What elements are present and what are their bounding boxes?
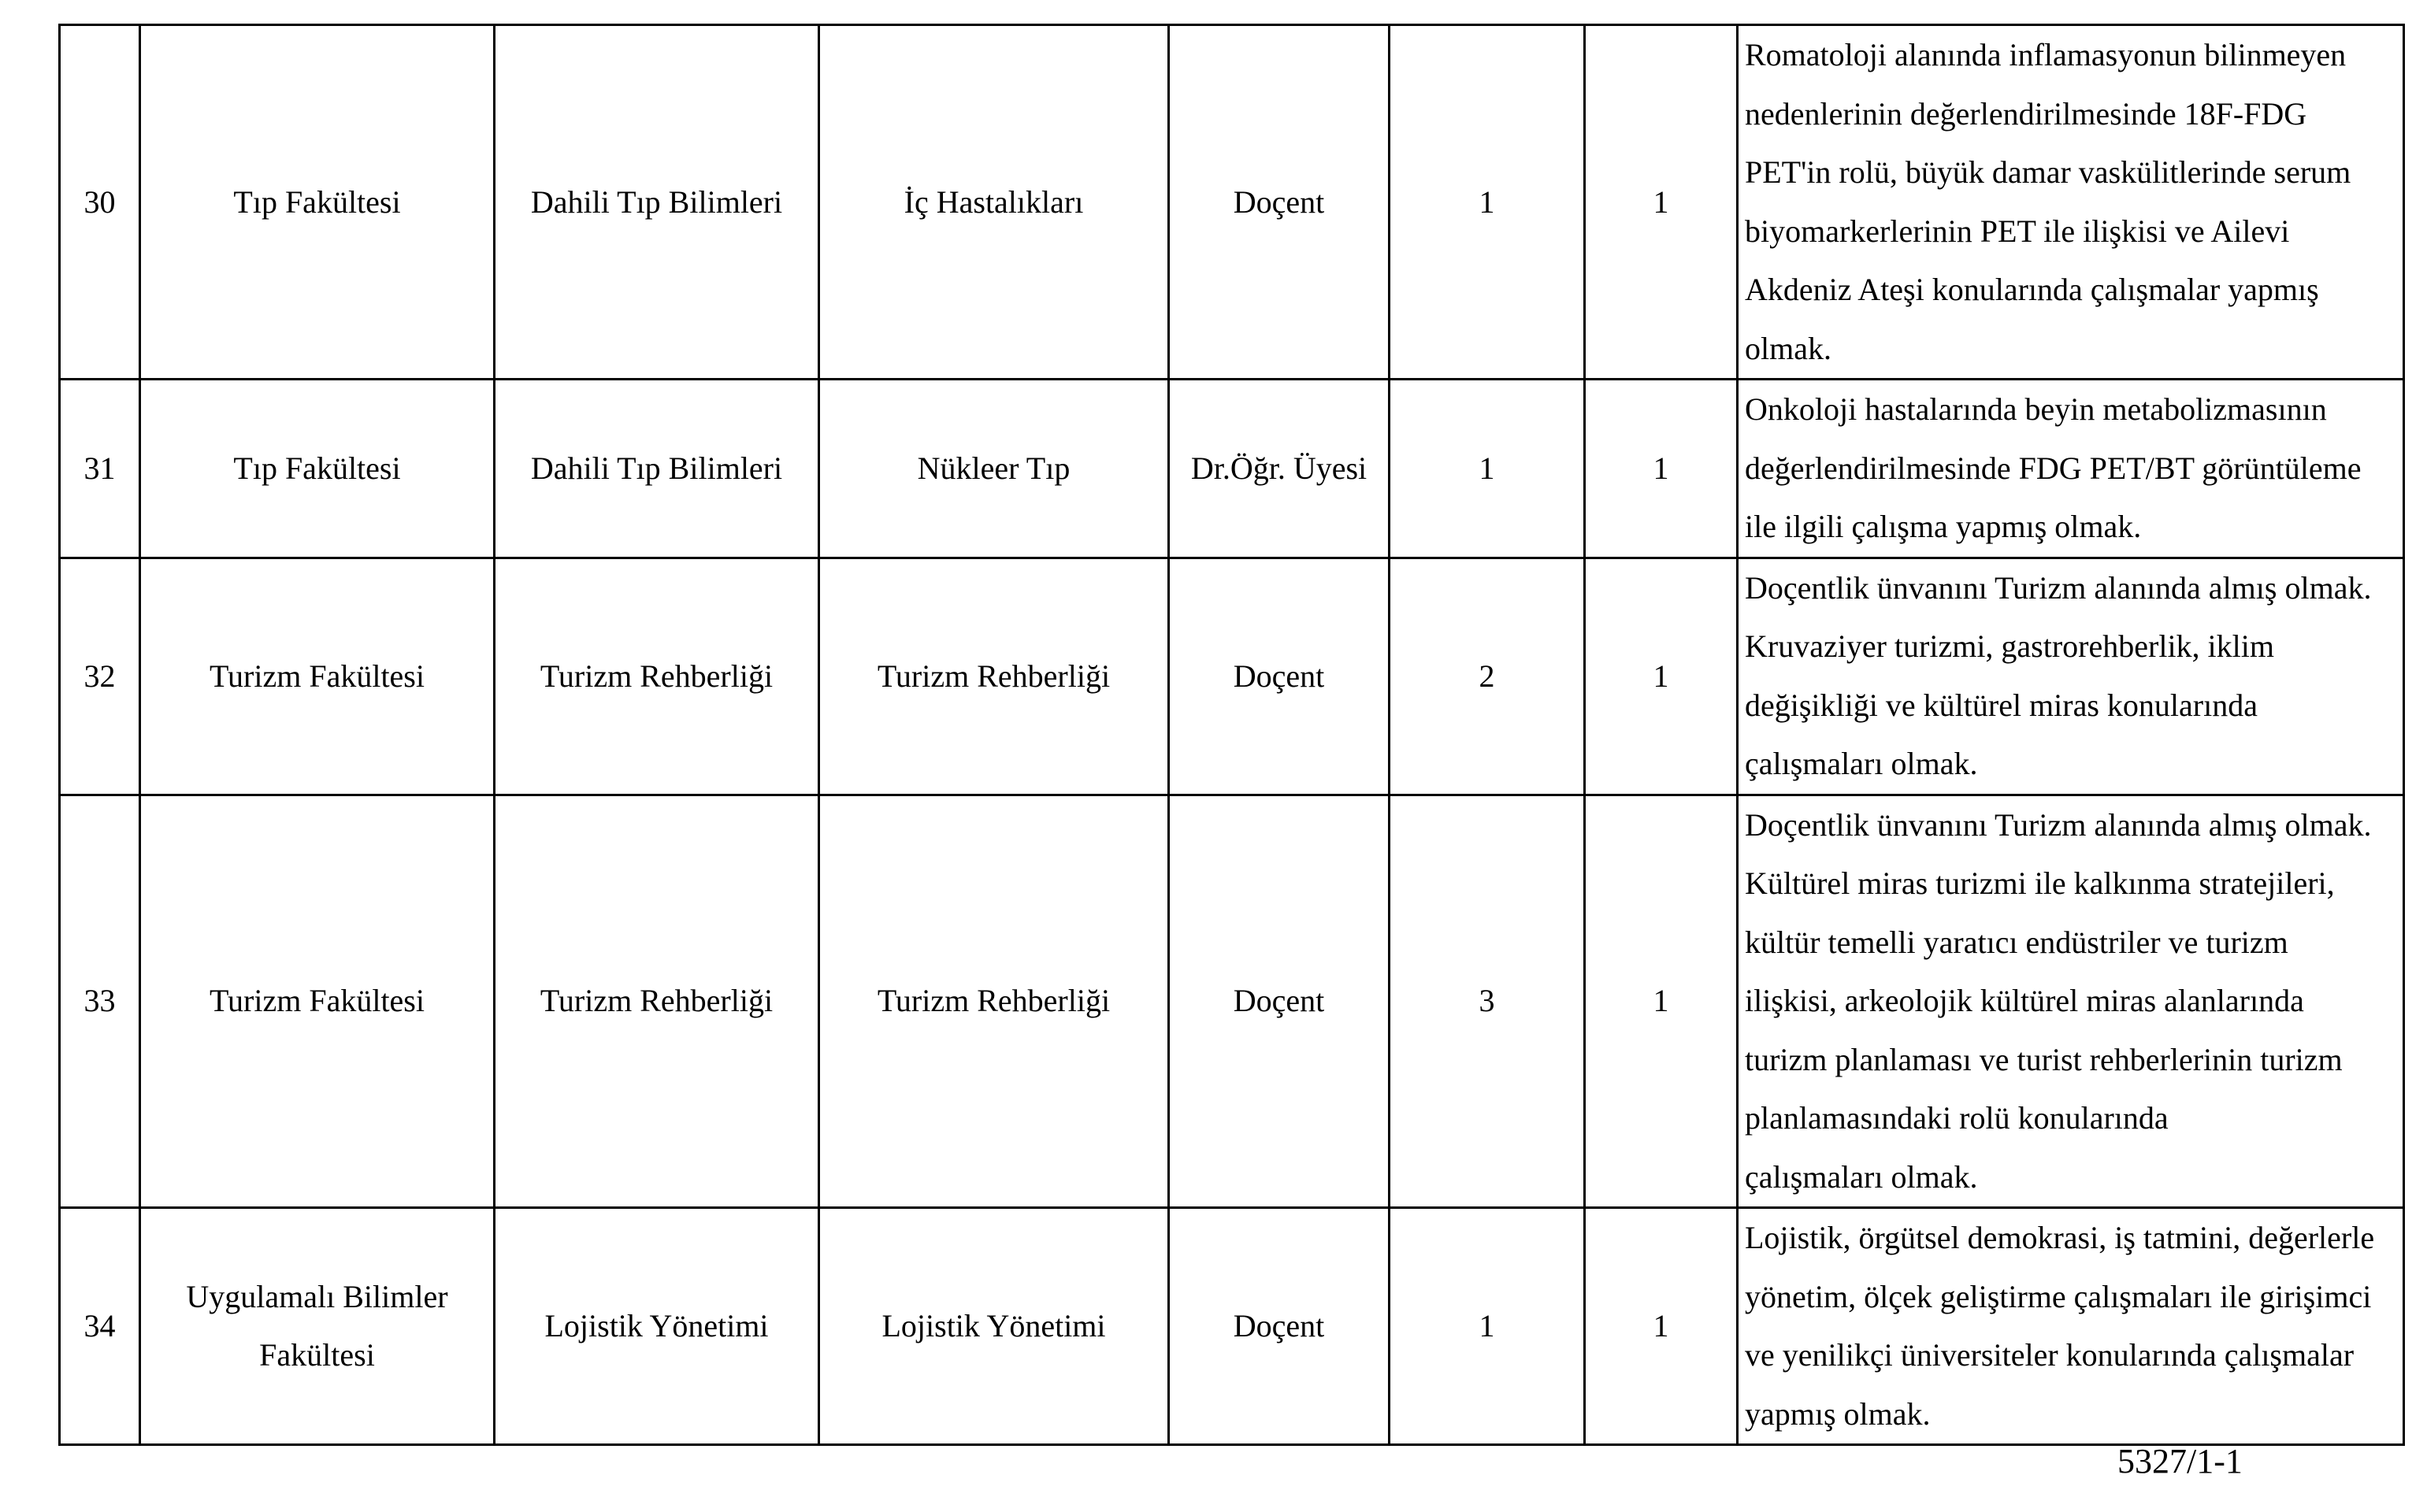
faculty-cell: Tıp Fakültesi (140, 25, 495, 380)
requirements-cell (1738, 795, 2404, 1208)
requirement-line: turizm planlaması ve turist rehberlerinin turizm (1745, 1041, 2343, 1077)
requirement-line: Kültürel miras turizmi ile kalkınma stratejileri, (1745, 865, 2335, 901)
degree-cell: 1 (1390, 25, 1585, 380)
positions-table (58, 24, 2405, 1446)
requirement-line: Kruvaziyer turizmi, gastrorehberlik, iklim (1745, 628, 2275, 664)
count-cell: 1 (1585, 558, 1738, 795)
faculty-cell (140, 1208, 495, 1445)
requirement-line: ilişkisi, arkeolojik kültürel miras alanlarında (1745, 983, 2304, 1018)
requirement-line: yapmış olmak. (1745, 1395, 1931, 1432)
table-row (60, 25, 2404, 380)
department-cell: Dahili Tıp Bilimleri (495, 25, 819, 380)
row-number: 31 (60, 380, 140, 558)
department-cell: Turizm Rehberliği (495, 558, 819, 795)
degree-cell: 3 (1390, 795, 1585, 1208)
requirement-line: değerlendirilmesinde FDG PET/BT görüntüleme (1745, 450, 2362, 486)
page-number: 5327/1-1 (2117, 1442, 2243, 1480)
faculty-cell: Turizm Fakültesi (140, 558, 495, 795)
table-row (60, 380, 2404, 558)
program-cell: İç Hastalıkları (819, 25, 1169, 380)
requirement-line: ve yenilikçi üniversiteler konularında çalışmalar (1745, 1337, 2355, 1373)
requirement-line: değişikliği ve kültürel miras konularında (1745, 687, 2258, 723)
title-cell: Doçent (1169, 1208, 1390, 1445)
requirement-line: Doçentlik ünvanını Turizm alanında almış olmak. (1745, 806, 2372, 843)
program-cell: Nükleer Tıp (819, 380, 1169, 558)
count-cell: 1 (1585, 380, 1738, 558)
degree-cell: 1 (1390, 1208, 1585, 1445)
faculty-line: Fakültesi (259, 1337, 375, 1373)
row-number: 34 (60, 1208, 140, 1445)
degree-cell: 2 (1390, 558, 1585, 795)
requirement-line: PET'in rolü, büyük damar vaskülitlerinde serum (1745, 154, 2351, 190)
requirement-line: kültür temelli yaratıcı endüstriler ve turizm (1745, 924, 2288, 960)
program-cell: Lojistik Yönetimi (819, 1208, 1169, 1445)
title-cell: Doçent (1169, 25, 1390, 380)
requirements-cell (1738, 1208, 2404, 1445)
requirement-line: ile ilgili çalışma yapmış olmak. (1745, 509, 2142, 544)
requirements-cell (1738, 380, 2404, 558)
requirement-line: olmak. (1745, 330, 1831, 366)
count-cell: 1 (1585, 795, 1738, 1208)
row-number: 33 (60, 795, 140, 1208)
table-row (60, 1208, 2404, 1445)
table-row (60, 558, 2404, 795)
title-cell: Doçent (1169, 795, 1390, 1208)
requirement-line: çalışmaları olmak. (1745, 1158, 1978, 1195)
requirements-cell (1738, 25, 2404, 380)
degree-cell: 1 (1390, 380, 1585, 558)
requirement-line: yönetim, ölçek geliştirme çalışmaları ile girişimci (1745, 1278, 2372, 1314)
requirement-line: nedenlerinin değerlendirilmesinde 18F-FDG (1745, 95, 2307, 132)
requirements-cell (1738, 558, 2404, 795)
requirement-line: çalışmaları olmak. (1745, 746, 1978, 781)
table-row (60, 795, 2404, 1208)
faculty-cell: Turizm Fakültesi (140, 795, 495, 1208)
title-cell: Dr.Öğr. Üyesi (1169, 380, 1390, 558)
count-cell: 1 (1585, 1208, 1738, 1445)
requirement-line: planlamasındaki rolü konularında (1745, 1100, 2169, 1136)
faculty-line: Uygulamalı Bilimler (186, 1279, 448, 1314)
requirement-line: Onkoloji hastalarında beyin metabolizmasının (1745, 391, 2327, 427)
title-cell: Doçent (1169, 558, 1390, 795)
requirement-line: Lojistik, örgütsel demokrasi, iş tatmini, değerlerle (1745, 1220, 2375, 1255)
row-number: 30 (60, 25, 140, 380)
department-cell: Turizm Rehberliği (495, 795, 819, 1208)
department-cell: Lojistik Yönetimi (495, 1208, 819, 1445)
count-cell: 1 (1585, 25, 1738, 380)
requirement-line: Romatoloji alanında inflamasyonun bilinmeyen (1745, 37, 2347, 72)
faculty-cell: Tıp Fakültesi (140, 380, 495, 558)
row-number: 32 (60, 558, 140, 795)
requirement-line: Akdeniz Ateşi konularında çalışmalar yapmış (1745, 272, 2319, 307)
requirement-line: Doçentlik ünvanını Turizm alanında almış olmak. (1745, 569, 2372, 606)
requirement-line: biyomarkerlerinin PET ile ilişkisi ve Ailevi (1745, 213, 2290, 249)
department-cell: Dahili Tıp Bilimleri (495, 380, 819, 558)
program-cell: Turizm Rehberliği (819, 558, 1169, 795)
program-cell: Turizm Rehberliği (819, 795, 1169, 1208)
